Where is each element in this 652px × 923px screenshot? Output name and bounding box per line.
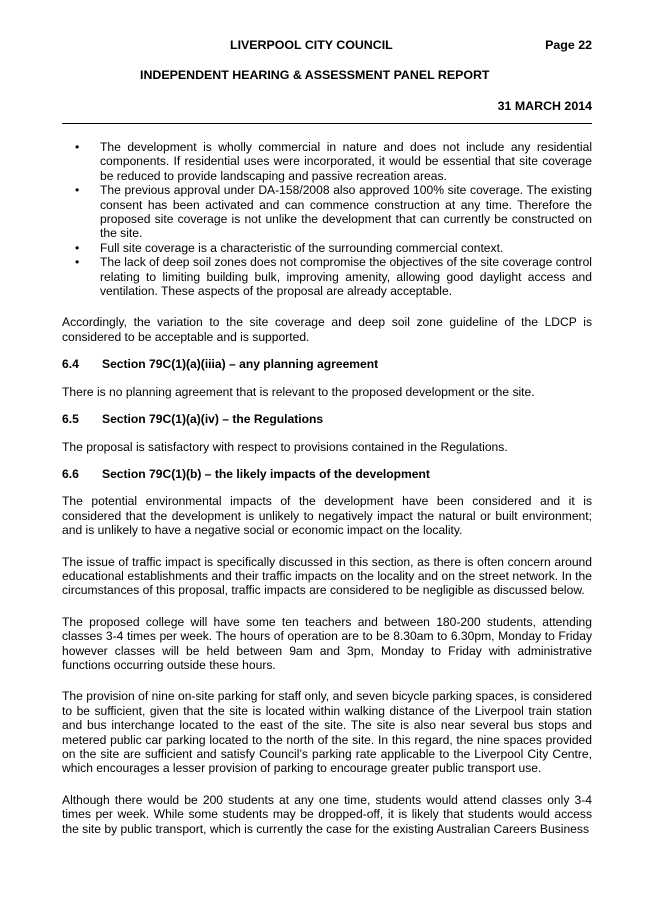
- list-item: [62, 241, 592, 255]
- section-title: Section 79C(1)(b) – the likely impacts of the development: [102, 466, 430, 481]
- paragraph: The proposed college will have some ten teachers and between 180-200 students, attending classes 3-4 times per week. The hours of operation are to be 8.30am to 6.30pm, Monday to Friday however classes will be held between 9am and 3pm, Monday to Friday with administrative functions occurring outside these hours.: [62, 614, 592, 672]
- list-item: [62, 140, 592, 183]
- paragraph: Although there would be 200 students at any one time, students would attend classes only 3-4 times per week. While some students may be dropped-off, it is likely that students would access the site by public transport, which is currently the case for the existing Australian Careers Business: [62, 792, 592, 836]
- header-report-title: INDEPENDENT HEARING & ASSESSMENT PANEL REPORT: [140, 68, 490, 82]
- header-page-number: Page 22: [545, 38, 592, 52]
- list-item-text: The development is wholly commercial in nature and does not include any residential components. If residential uses were incorporated, it would be essential that site coverage be reduced to provide landscaping and passive recreation areas.: [100, 140, 592, 183]
- paragraph-accordingly: Accordingly, the variation to the site coverage and deep soil zone guideline of the LDCP is considered to be acceptable and is supported.: [62, 315, 592, 344]
- header-council-name: LIVERPOOL CITY COUNCIL: [230, 38, 393, 52]
- bullet-list: [62, 140, 592, 298]
- section-heading-6-4: [62, 357, 592, 371]
- section-title: Section 79C(1)(a)(iiia) – any planning agreement: [102, 357, 379, 372]
- section-title: Section 79C(1)(a)(iv) – the Regulations: [102, 412, 324, 427]
- section-number: 6.5: [62, 412, 79, 427]
- document-body: [62, 140, 592, 836]
- header-date: 31 MARCH 2014: [497, 99, 592, 113]
- section-number: 6.6: [62, 466, 79, 481]
- bullet-icon: •: [75, 183, 80, 198]
- list-item-text: Full site coverage is a characteristic of the surrounding commercial context.: [100, 240, 504, 255]
- paragraph: The issue of traffic impact is specifically discussed in this section, as there is often concern around educational establishments and their traffic impacts on the locality and on the street network. In the circumstances of this proposal, traffic impacts are considered to be negligible as discussed below.: [62, 554, 592, 598]
- section-heading-6-5: [62, 412, 592, 426]
- list-item-text: The previous approval under DA-158/2008 also approved 100% site coverage. The existing consent has been activated and can commence construction at any time. Therefore the proposed site coverage is not unlike the development that can currently be constructed on the site.: [100, 183, 592, 241]
- paragraph: The potential environmental impacts of the development have been considered and it is considered that the development is unlikely to negatively impact the natural or built environment; and is unlikely to have a negative social or economic impact on the locality.: [62, 494, 592, 538]
- paragraph: The provision of nine on-site parking for staff only, and seven bicycle parking spaces, is considered to be sufficient, given that the site is located within walking distance of the Liverpool train station and bus interchange located to the east of the site. The site is also near several bus stops and metered public car parking located to the north of the site. In this regard, the nine spaces provided on the site are sufficient and satisfy Council’s parking rate applicable to the Liverpool City Centre, which encourages a lesser provision of parking to encourage greater public transport use.: [62, 689, 592, 776]
- bullet-icon: •: [75, 240, 80, 255]
- bullet-icon: •: [75, 140, 80, 154]
- section-heading-6-6: [62, 467, 592, 481]
- paragraph: There is no planning agreement that is relevant to the proposed development or the site.: [62, 384, 535, 399]
- section-number: 6.4: [62, 357, 79, 372]
- list-item: [62, 255, 592, 298]
- list-item-text: The lack of deep soil zones does not compromise the objectives of the site coverage control relating to limiting building bulk, improving amenity, allowing good daylight access and ventilation. These aspects of the proposal are already acceptable.: [100, 255, 592, 299]
- header-divider: [62, 123, 592, 124]
- paragraph: The proposal is satisfactory with respect to provisions contained in the Regulations.: [62, 439, 508, 454]
- bullet-icon: •: [75, 255, 80, 270]
- list-item: [62, 183, 592, 241]
